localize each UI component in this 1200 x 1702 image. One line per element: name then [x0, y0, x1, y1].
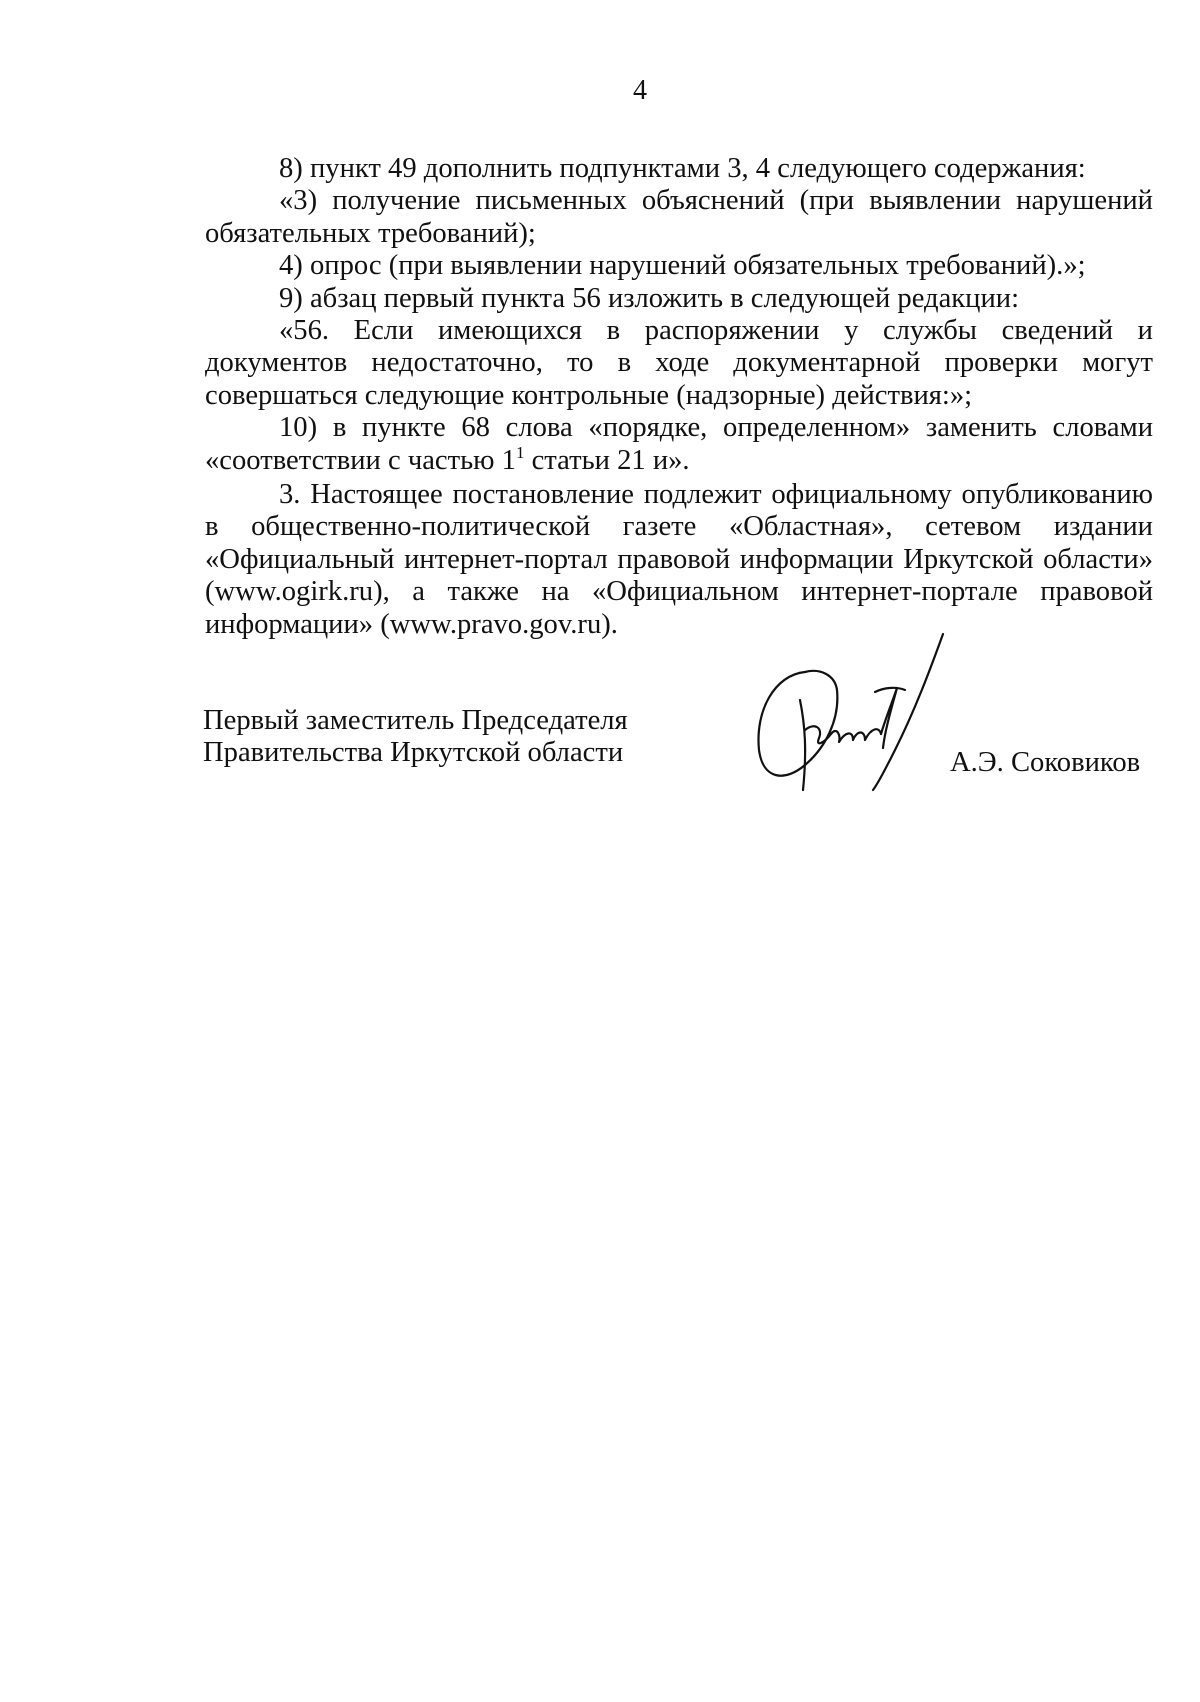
signer-position-line-2: Правительства Иркутской области: [203, 737, 624, 769]
handwritten-signature: [745, 630, 965, 800]
paragraph-item-10-end: статьи 21 и».: [524, 444, 690, 476]
superscript-one: 1: [515, 442, 525, 462]
paragraph-item-9: 9) абзац первый пункта 56 изложить в следующей редакции:: [279, 282, 1020, 314]
paragraph-item-10: [205, 412, 1153, 477]
signer-position: [203, 705, 663, 770]
paragraph-publication: 3. Настоящее постановление подлежит официальному опубликованию в общественно-политической газете «Областная», сетевом издании «Официальный интернет-портал правовой информации Иркутской области» (www.ogirk.ru), а также на «Официальном интернет-портале правовой информации» (www.pravo.gov.ru).: [205, 479, 1153, 640]
paragraph-item-10-text: 10) в пункте 68 слова «порядке, определенном» заменить словами «соответствии с частью 1: [205, 412, 1153, 476]
signer-name: А.Э. Соковиков: [950, 747, 1141, 778]
paragraph-item-8: 8) пункт 49 дополнить подпунктами 3, 4 следующего содержания:: [279, 153, 1086, 184]
paragraph-subitem-4: 4) опрос (при выявлении нарушений обязательных требований).»;: [279, 250, 1086, 282]
page-number: 4: [633, 75, 647, 106]
paragraph-item-56: «56. Если имеющихся в распоряжении у службы сведений и документов недостаточно, то в ходе документарной проверки могут совершаться следующие контрольные (надзорные) действия:»;: [205, 315, 1153, 411]
signer-position-line-1: Первый заместитель Председателя: [203, 705, 628, 736]
document-body: [205, 153, 1153, 641]
paragraph-subitem-3: «3) получение письменных объяснений (при выявлении нарушений обязательных требований);: [205, 185, 1153, 249]
